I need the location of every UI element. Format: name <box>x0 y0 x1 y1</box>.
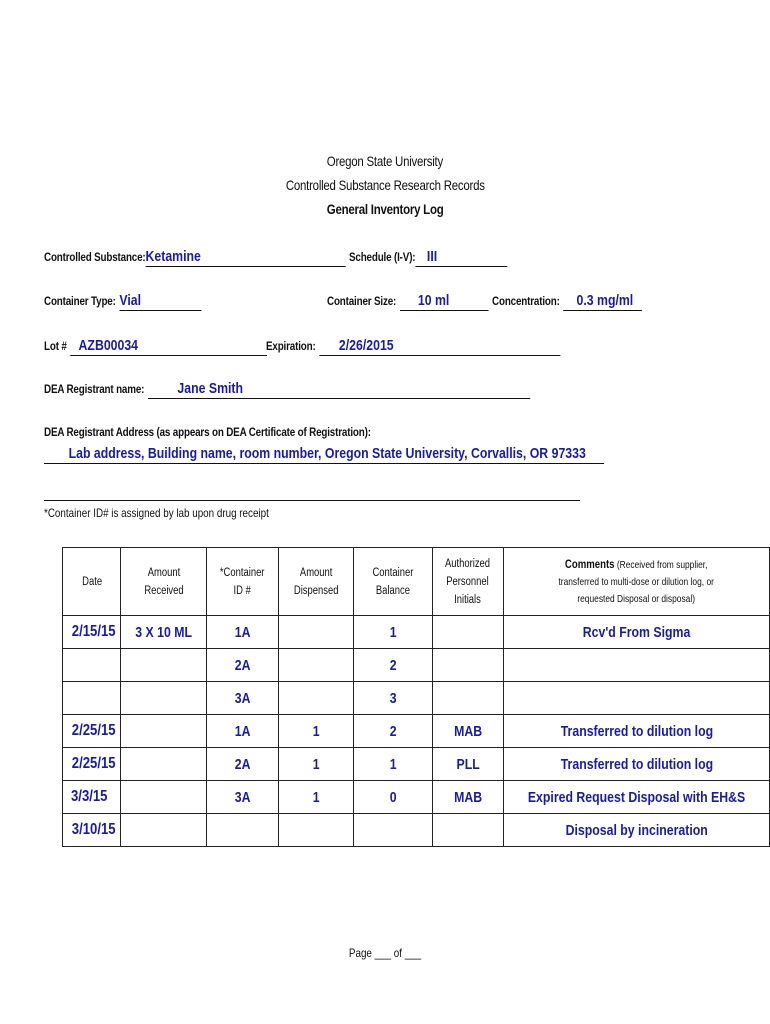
registrant-name-row <box>44 380 530 399</box>
expiration-value: 2/26/2015 <box>338 337 394 354</box>
cell-balance: 2 <box>353 715 432 748</box>
address-continuation-line <box>44 500 580 501</box>
cell-container-id: 1A <box>207 616 279 649</box>
schedule-label: Schedule (I-V): <box>349 250 416 264</box>
cell-dispensed <box>278 814 353 847</box>
cell-initials <box>432 649 503 682</box>
table-row <box>63 649 770 682</box>
cell-received <box>121 649 207 682</box>
cell-date: 2/25/15 <box>63 715 121 748</box>
cell-comments: Expired Request Disposal with EH&S <box>503 781 769 814</box>
cell-dispensed: 1 <box>278 781 353 814</box>
registrant-name-label: DEA Registrant name: <box>44 382 145 396</box>
registrant-address-row <box>44 445 604 464</box>
col-date: Date <box>63 548 121 616</box>
cell-received <box>121 748 207 781</box>
container-size-label: Container Size: <box>327 294 397 308</box>
cell-initials <box>432 814 503 847</box>
registrant-name-value: Jane Smith <box>177 380 244 397</box>
table-row <box>63 814 770 847</box>
cell-date: 3/3/15 <box>63 781 121 814</box>
schedule-row <box>349 248 507 267</box>
cell-balance <box>353 814 432 847</box>
cell-date: 3/10/15 <box>63 814 121 847</box>
cell-date: 2/15/15 <box>63 616 121 649</box>
registrant-address-label: DEA Registrant Address (as appears on DEA Certificate of Registration): <box>44 425 371 439</box>
controlled-substance-label: Controlled Substance: <box>44 250 146 264</box>
cell-received: 3 X 10 ML <box>121 616 207 649</box>
cell-initials: MAB <box>432 781 503 814</box>
cell-initials: PLL <box>432 748 503 781</box>
cell-balance: 0 <box>353 781 432 814</box>
table-row <box>63 781 770 814</box>
container-type-label: Container Type: <box>44 294 116 308</box>
cell-comments: Transferred to dilution log <box>503 748 769 781</box>
cell-container-id: 2A <box>207 649 279 682</box>
inventory-table <box>62 547 770 847</box>
cell-container-id <box>207 814 279 847</box>
container-id-note: *Container ID# is assigned by lab upon drug receipt <box>44 506 269 520</box>
cell-balance: 2 <box>353 649 432 682</box>
container-type-row <box>44 292 201 311</box>
institution-title: Oregon State University <box>326 153 444 169</box>
cell-dispensed <box>278 616 353 649</box>
log-title: General Inventory Log <box>326 201 444 217</box>
col-amount-dispensed: Amount Dispensed <box>278 548 353 616</box>
cell-initials <box>432 616 503 649</box>
container-size-row <box>327 292 642 311</box>
page-footer: Page ___ of ___ <box>348 946 422 960</box>
table-row <box>63 748 770 781</box>
col-container-id: *Container ID # <box>207 548 279 616</box>
table-row <box>63 616 770 649</box>
cell-balance: 1 <box>353 748 432 781</box>
lot-label: Lot # <box>44 339 67 353</box>
concentration-value: 0.3 mg/ml <box>576 292 634 309</box>
controlled-substance-value: Ketamine <box>145 248 201 265</box>
cell-comments: Rcv'd From Sigma <box>503 616 769 649</box>
expiration-label: Expiration: <box>266 339 316 353</box>
controlled-substance-row <box>44 248 346 267</box>
cell-initials <box>432 682 503 715</box>
cell-date: 2/25/15 <box>63 748 121 781</box>
table-row <box>63 715 770 748</box>
lot-row <box>44 337 267 356</box>
cell-received <box>121 814 207 847</box>
cell-comments: Transferred to dilution log <box>503 715 769 748</box>
container-type-value: Vial <box>119 292 142 309</box>
col-comments: Comments (Received from supplier, transferred to multi-dose or dilution log, or requested Disposal or disposal) <box>503 548 769 616</box>
cell-dispensed <box>278 649 353 682</box>
lot-value: AZB00034 <box>78 337 139 354</box>
cell-dispensed <box>278 682 353 715</box>
col-amount-received: Amount Received <box>121 548 207 616</box>
cell-container-id: 2A <box>207 748 279 781</box>
cell-container-id: 3A <box>207 682 279 715</box>
cell-date <box>63 649 121 682</box>
cell-balance: 3 <box>353 682 432 715</box>
cell-container-id: 1A <box>207 715 279 748</box>
registrant-address-label-row <box>44 423 371 441</box>
col-initials: Authorized Personnel Initials <box>432 548 503 616</box>
registrant-address-value: Lab address, Building name, room number, Oregon State University, Corvallis, OR 97333 <box>68 445 586 462</box>
cell-received <box>121 682 207 715</box>
cell-container-id: 3A <box>207 781 279 814</box>
table-row <box>63 682 770 715</box>
cell-balance: 1 <box>353 616 432 649</box>
cell-received <box>121 781 207 814</box>
records-subtitle: Controlled Substance Research Records <box>285 177 485 193</box>
concentration-label: Concentration: <box>492 294 560 308</box>
cell-dispensed: 1 <box>278 748 353 781</box>
cell-comments: Disposal by incineration <box>503 814 769 847</box>
cell-dispensed: 1 <box>278 715 353 748</box>
schedule-value: III <box>426 248 438 265</box>
cell-date <box>63 682 121 715</box>
expiration-row <box>266 337 560 356</box>
table-header-row <box>63 548 770 616</box>
container-size-value: 10 ml <box>417 292 450 309</box>
cell-comments <box>503 649 769 682</box>
cell-comments <box>503 682 769 715</box>
col-container-balance: Container Balance <box>353 548 432 616</box>
cell-initials: MAB <box>432 715 503 748</box>
cell-received <box>121 715 207 748</box>
